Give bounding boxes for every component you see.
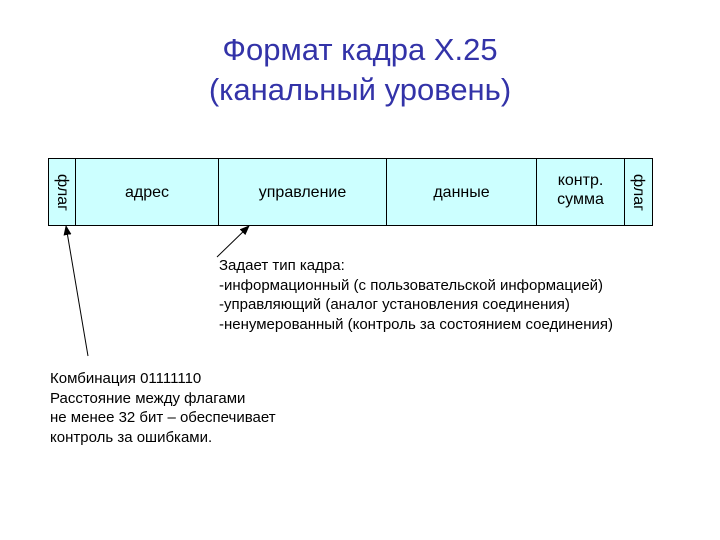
frame-field-flag-end-label: флаг <box>630 173 648 211</box>
frame-type-note-line-4: -ненумерованный (контроль за состоянием соединения) <box>219 315 614 333</box>
frame-field-data-label: данные <box>433 183 490 201</box>
control-field-arrow <box>217 226 249 257</box>
flag-combination-note <box>50 369 276 447</box>
slide-title-line-2: (канальный уровень) <box>208 72 512 107</box>
frame-field-control-label: управление <box>258 183 347 201</box>
frame-field-address-label: адрес <box>124 183 170 201</box>
flag-field-arrow <box>66 226 88 356</box>
frame-type-note-line-3: -управляющий (аналог установления соединения) <box>219 296 570 313</box>
frame-type-note <box>219 256 613 334</box>
frame-field-flag-start-label: флаг <box>53 173 71 211</box>
slide-title-line-1: Формат кадра X.25 <box>222 32 498 67</box>
frame-field-checksum-label-2: сумма <box>557 191 604 208</box>
frame-field-checksum-label-1: контр. <box>557 172 604 189</box>
frame-type-note-line-1: Задает тип кадра: <box>219 257 345 274</box>
frame-type-note-line-2: -информационный (с пользовательской информацией) <box>219 276 604 294</box>
flag-combination-note-line-1: Комбинация 01111110 <box>50 370 202 387</box>
flag-combination-note-line-4: контроль за ошибками. <box>50 428 213 446</box>
flag-combination-note-line-3: не менее 32 бит – обеспечивает <box>50 409 276 426</box>
flag-combination-note-line-2: Расстояние между флагами <box>50 389 246 407</box>
